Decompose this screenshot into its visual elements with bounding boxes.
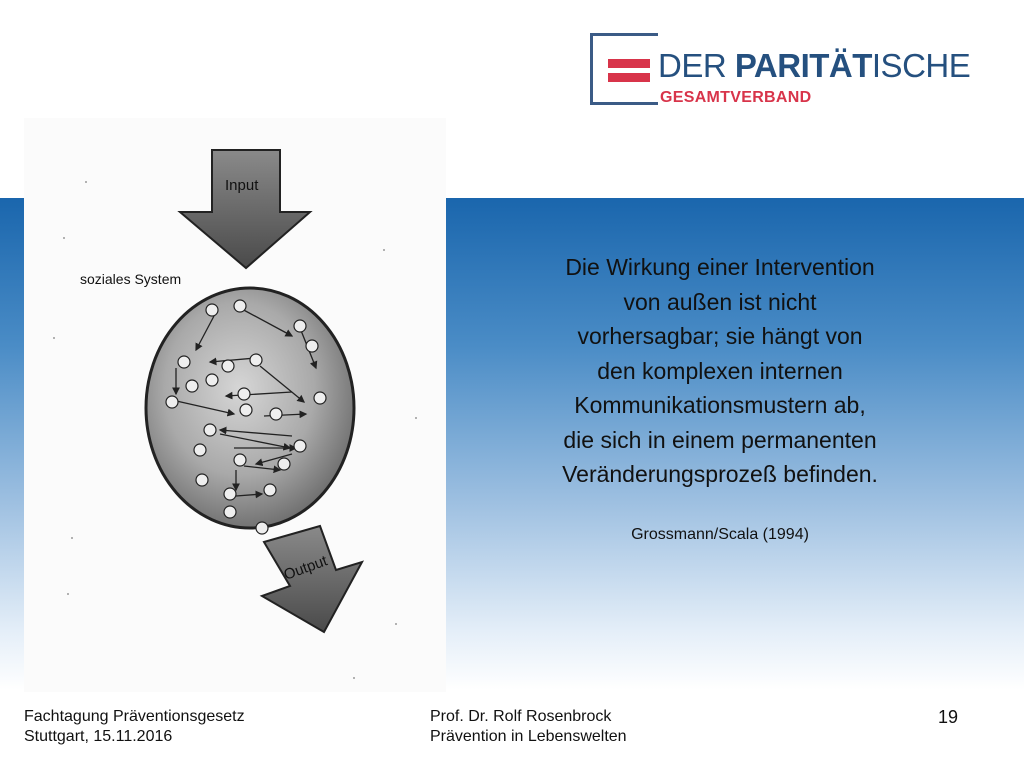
input-arrow-icon [180,150,310,268]
output-label: Output [281,552,330,584]
logo-red-bar-bottom [608,73,650,82]
footer-talk-title: Prävention in Lebenswelten [430,728,627,745]
quote-line-5: Kommunikationsmustern ab, [574,392,866,418]
paritaetische-logo [590,33,970,107]
logo-word-ische: ISCHE [871,47,971,84]
output-arrow-icon [262,526,362,632]
system-label: soziales System [80,271,182,287]
footer-event [24,707,245,747]
footer-speaker [430,707,627,747]
quote-line-3: vorhersagbar; sie hängt von [577,323,863,349]
logo-red-bar-top [608,59,650,68]
logo-wordmark [658,49,970,82]
logo-word-der: DER [658,47,735,84]
slide-number: 19 [938,707,959,727]
logo-subline: GESAMTVERBAND [660,89,812,106]
quote-line-6: die sich in einem permanenten [563,426,877,453]
quote-line-2: von außen ist nicht [623,288,817,315]
quote-line-4: den komplexen internen [597,357,843,384]
logo-frame [590,33,658,105]
quote-block [510,250,930,492]
footer-event-title: Fachtagung Präventionsgesetz [24,708,245,725]
logo-word-paritaet: PARITÄT [734,47,872,84]
footer-speaker-name: Prof. Dr. Rolf Rosenbrock [430,708,612,725]
social-system-diagram [24,118,446,692]
quote-line-1: Die Wirkung einer Intervention [565,254,875,280]
input-label: Input [225,177,259,194]
quote-line-7: Veränderungsprozeß befinden. [562,461,878,487]
scanned-diagram [24,118,446,692]
footer-event-date: Stuttgart, 15.11.2016 [24,728,173,745]
quote-citation: Grossmann/Scala (1994) [631,526,809,543]
